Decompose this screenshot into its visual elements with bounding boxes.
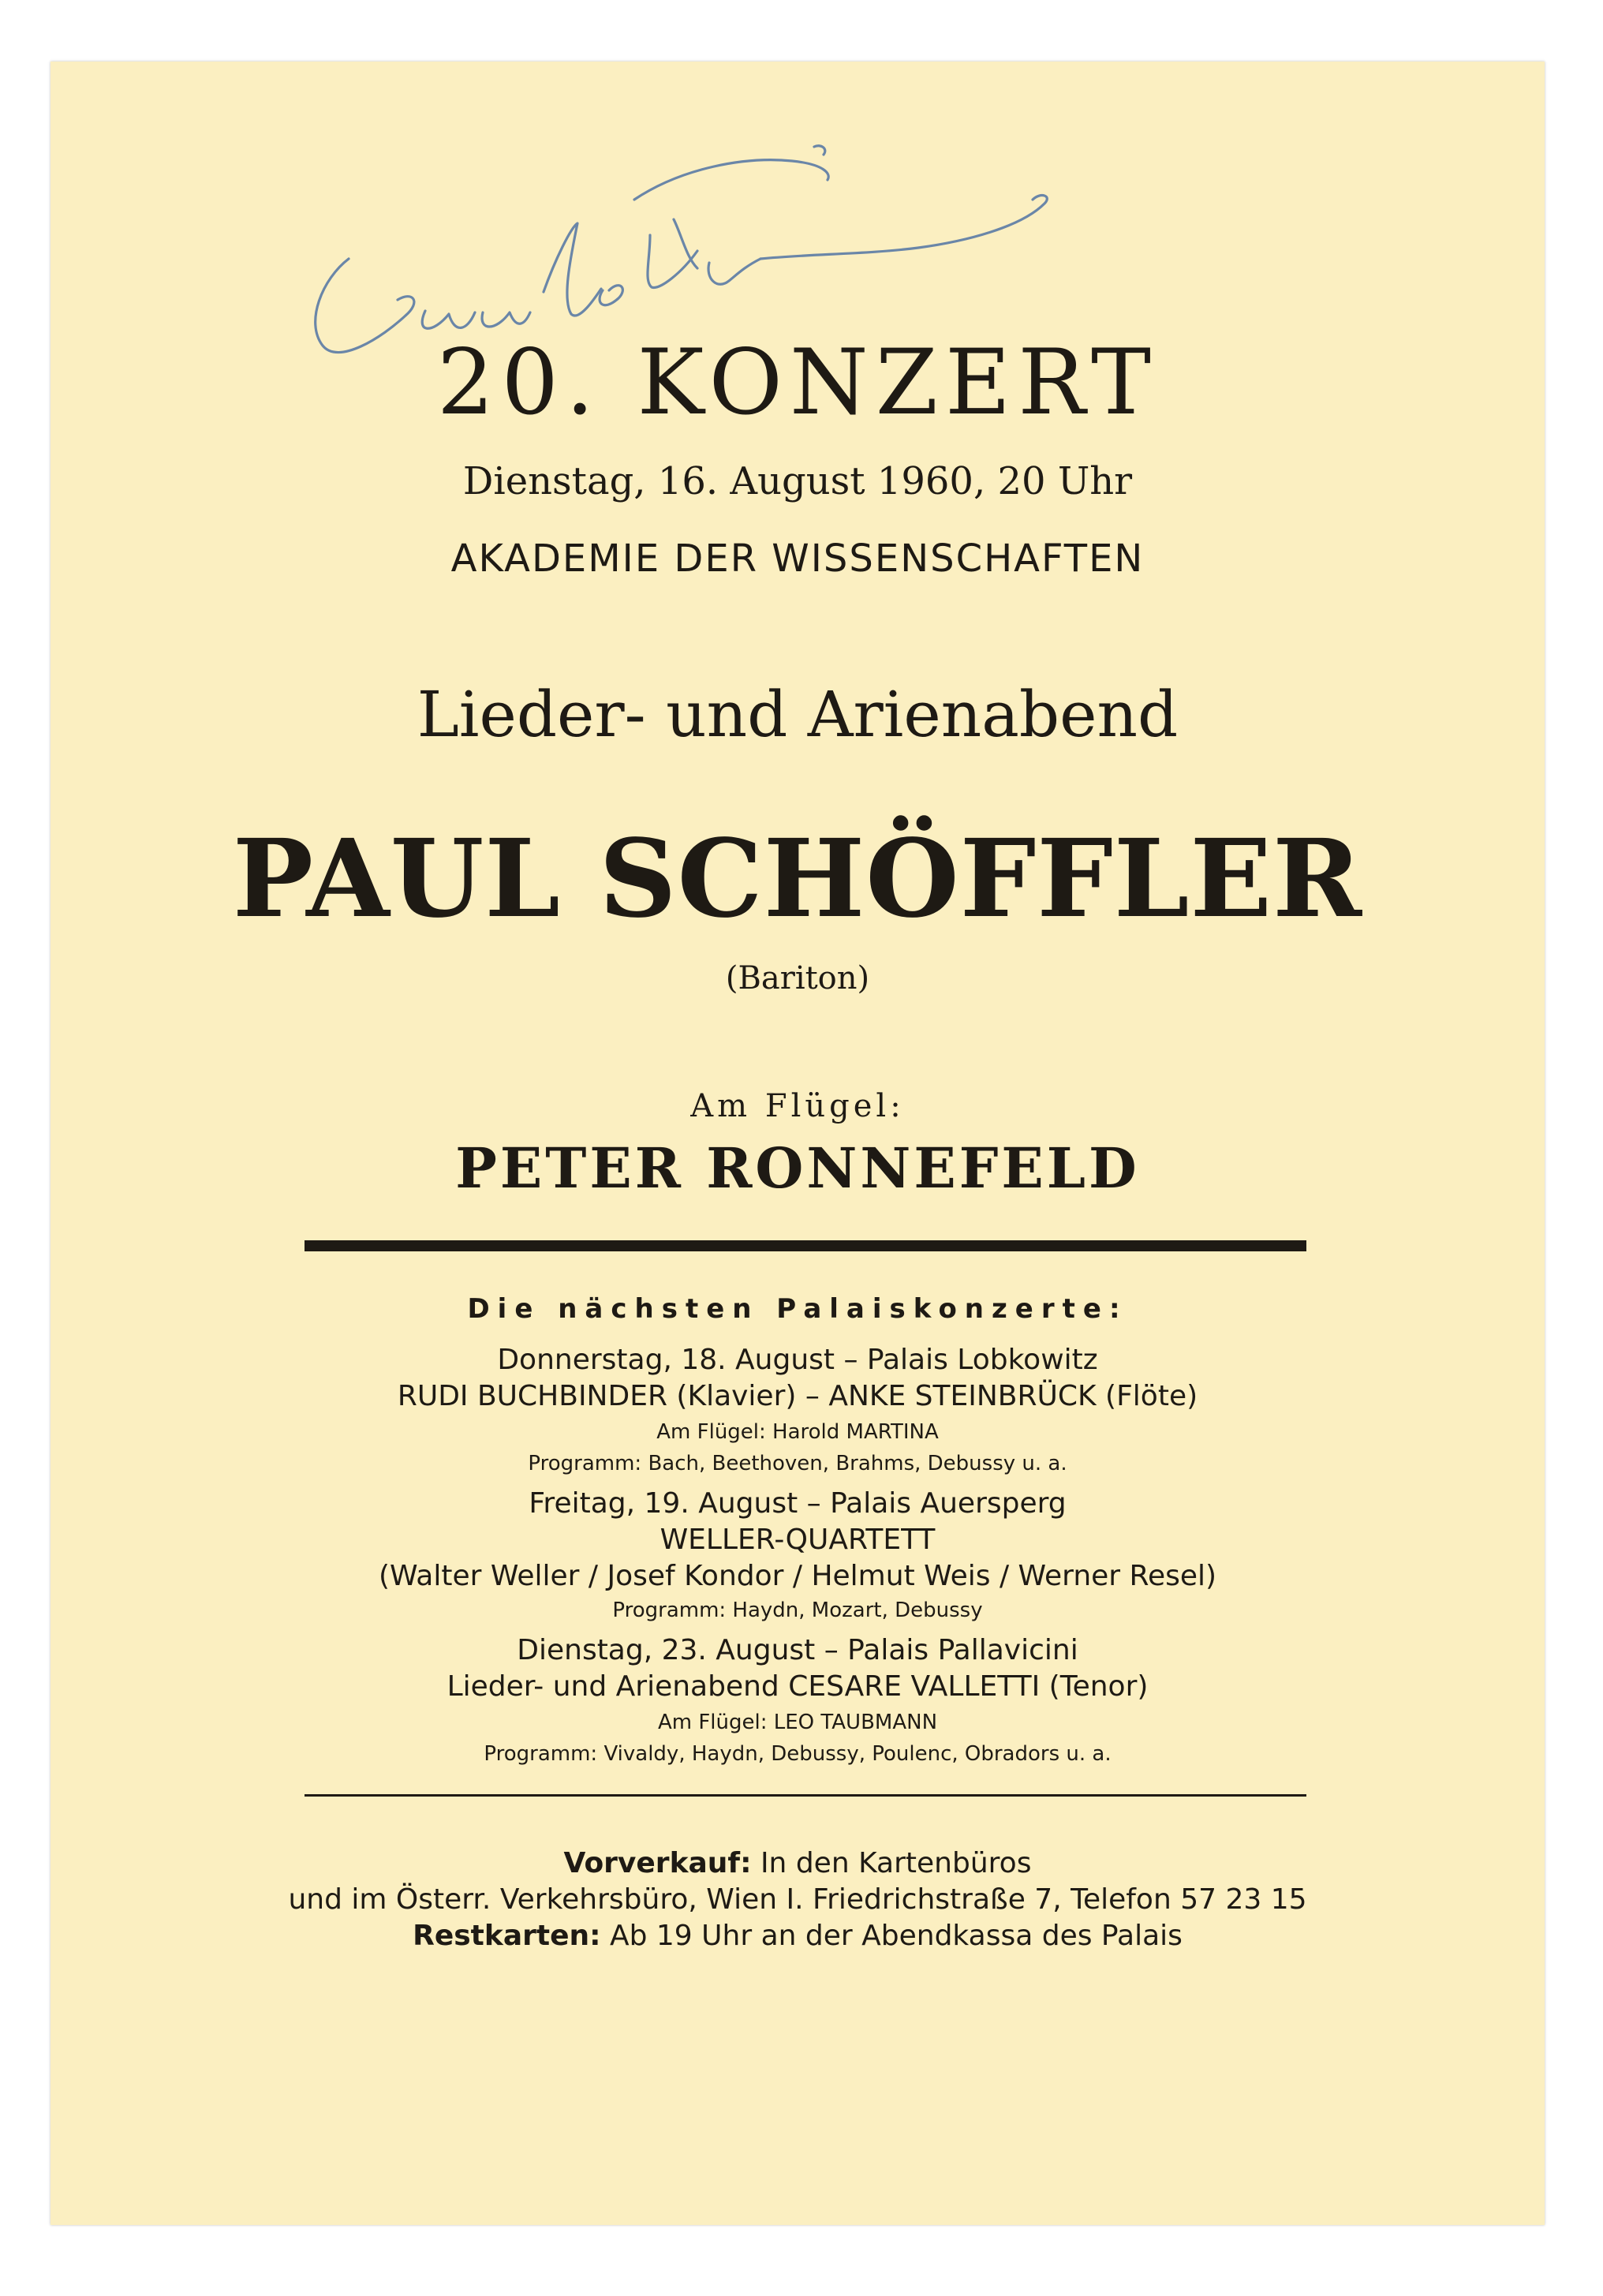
event-piano: Am Flügel: LEO TAUBMANN — [657, 1711, 938, 1734]
program-sheet — [50, 62, 1545, 2225]
concert-venue: AKADEMIE DER WISSENSCHAFTEN — [450, 537, 1145, 581]
upcoming-heading: Die nächsten Palaiskonzerte: — [467, 1293, 1128, 1325]
event-date: Freitag, 19. August – Palais Auersperg — [529, 1487, 1067, 1520]
event-program: Programm: Haydn, Mozart, Debussy — [612, 1599, 983, 1622]
concert-date: Dienstag, 16. August 1960, 20 Uhr — [462, 459, 1133, 503]
rest-line — [50, 1922, 1545, 1950]
event-artists: Lieder- und Arienabend CESARE VALLETTI (Tenor) — [447, 1670, 1149, 1703]
event-program: Programm: Vivaldy, Haydn, Debussy, Poulenc, Obradors u. a. — [484, 1742, 1112, 1766]
accompanist-name: PETER RONNEFELD — [455, 1135, 1140, 1201]
divider-thick — [305, 1240, 1306, 1251]
program-title: Lieder- und Arienabend — [417, 678, 1179, 751]
divider-thin — [305, 1794, 1306, 1797]
event-artists: WELLER-QUARTETT — [660, 1524, 936, 1556]
presale-text: In den Kartenbüros — [760, 1847, 1032, 1879]
event-date: Dienstag, 23. August – Palais Pallavicini — [517, 1634, 1078, 1666]
rest-text: Ab 19 Uhr an der Abendkassa des Palais — [609, 1920, 1183, 1952]
performer-name: PAUL SCHÖFFLER — [232, 816, 1363, 942]
event-piano: Am Flügel: Harold MARTINA — [656, 1420, 939, 1444]
event-date: Donnerstag, 18. August – Palais Lobkowitz — [497, 1344, 1098, 1376]
event-program: Programm: Bach, Beethoven, Brahms, Debussy u. a. — [528, 1452, 1067, 1475]
performer-voice: (Bariton) — [725, 960, 870, 997]
event-artists: RUDI BUCHBINDER (Klavier) – ANKE STEINBRÜCK (Flöte) — [397, 1380, 1198, 1412]
event-members: (Walter Weller / Josef Kondor / Helmut Weis / Werner Resel) — [378, 1560, 1217, 1592]
presale-address: und im Österr. Verkehrsbüro, Wien I. Friedrichstraße 7, Telefon 57 23 15 — [288, 1883, 1307, 1916]
presale-label: Vorverkauf: — [563, 1847, 752, 1879]
presale-line — [50, 1849, 1545, 1878]
rest-label: Restkarten: — [413, 1920, 601, 1952]
concert-title: 20. KONZERT — [436, 330, 1159, 435]
accompanist-label: Am Flügel: — [690, 1088, 905, 1124]
